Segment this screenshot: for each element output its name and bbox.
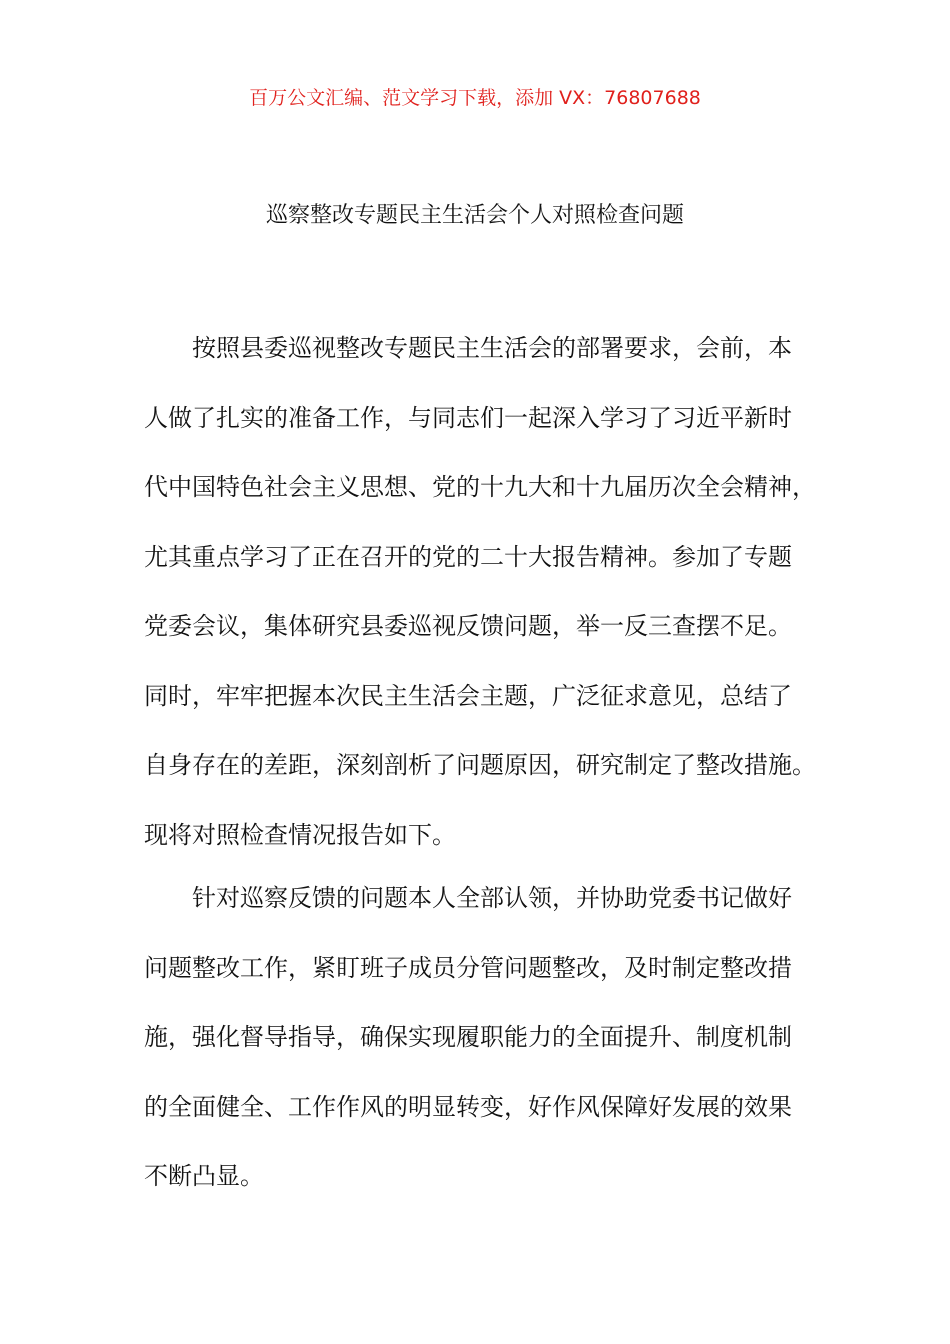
body-paragraph-2 [144, 864, 834, 1212]
paragraph-line: 针对巡察反馈的问题本人全部认领，并协助党委书记做好 [192, 884, 792, 912]
paragraph-line: 自身存在的差距，深刻剖析了问题原因，研究制定了整改措施。 [144, 751, 816, 779]
paragraph-line: 施，强化督导指导，确保实现履职能力的全面提升、制度机制 [144, 1023, 792, 1051]
paragraph-line: 人做了扎实的准备工作，与同志们一起深入学习了习近平新时 [144, 403, 792, 432]
paragraph-line: 尤其重点学习了正在召开的党的二十大报告精神。参加了专题 [144, 542, 792, 571]
document-title: 巡察整改专题民主生活会个人对照检查问题 [265, 203, 684, 228]
paragraph-line: 不断凸显。 [144, 1162, 264, 1190]
header-promo-note: 百万公文汇编、范文学习下载，添加 VX：76807688 [249, 87, 701, 109]
paragraph-line: 问题整改工作，紧盯班子成员分管问题整改，及时制定整改措 [144, 953, 792, 982]
body-paragraph-1 [144, 314, 834, 870]
paragraph-line: 党委会议，集体研究县委巡视反馈问题，举一反三查摆不足。 [144, 612, 792, 640]
paragraph-line: 同时，牢牢把握本次民主生活会主题，广泛征求意见，总结了 [144, 681, 792, 710]
paragraph-line: 的全面健全、工作作风的明显转变，好作风保障好发展的效果 [144, 1092, 792, 1121]
paragraph-line: 现将对照检查情况报告如下。 [144, 820, 456, 849]
paragraph-line: 按照县委巡视整改专题民主生活会的部署要求，会前，本 [192, 334, 792, 362]
paragraph-line: 代中国特色社会主义思想、党的十九大和十九届历次全会精神， [144, 473, 816, 501]
